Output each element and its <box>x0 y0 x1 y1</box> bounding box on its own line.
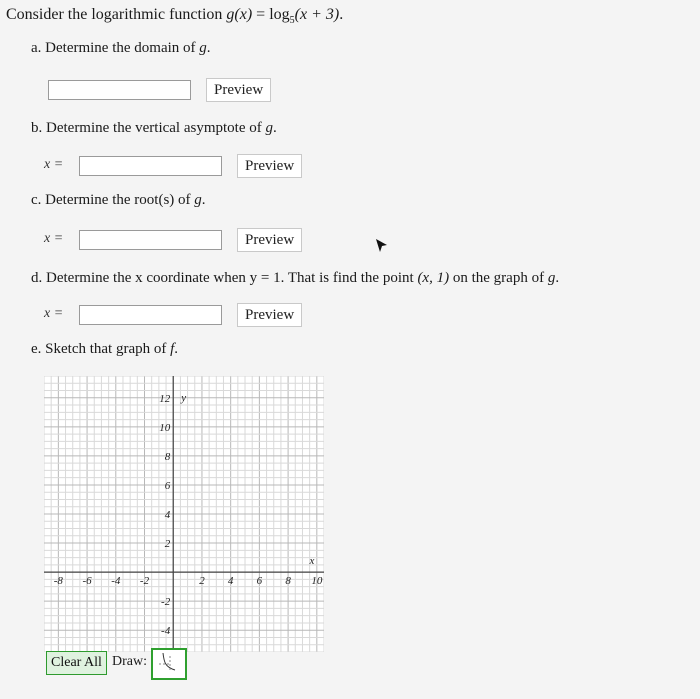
y-tick-label: 2 <box>164 538 171 551</box>
question-d: d. Determine the x coordinate when y = 1. That is find the point (x, 1) on the graph of g. <box>31 270 560 286</box>
x-coordinate-input[interactable] <box>79 305 222 325</box>
y-tick-label: 4 <box>164 509 171 521</box>
x-equals-label-d: x = <box>44 306 64 321</box>
draw-log-curve-tool[interactable] <box>151 648 187 680</box>
y-tick-label: 12 <box>159 392 171 405</box>
graph-area[interactable] <box>44 376 324 652</box>
x-tick-label: 4 <box>227 575 234 588</box>
clear-all-button[interactable]: Clear All <box>46 651 107 675</box>
x-axis-label: x <box>309 555 315 568</box>
y-tick-label: 10 <box>159 421 171 434</box>
x-equals-label-b: x = <box>44 157 64 172</box>
preview-button-a[interactable]: Preview <box>206 78 271 102</box>
y-tick-label: -4 <box>161 625 171 638</box>
question-b: b. Determine the vertical asymptote of g. <box>31 120 277 136</box>
x-tick-label: 8 <box>285 575 291 588</box>
y-tick-label: -2 <box>161 596 171 609</box>
mouse-cursor-icon <box>375 238 389 254</box>
coordinate-grid[interactable] <box>44 376 324 652</box>
x-tick-label: -2 <box>139 575 150 588</box>
x-equals-label-c: x = <box>44 231 64 246</box>
problem-statement: Consider the logarithmic function $g(x) = \log_5(x + 3)$. <box>6 6 344 27</box>
x-tick-label: -8 <box>53 575 63 588</box>
preview-button-b[interactable]: Preview <box>237 154 302 178</box>
root-input[interactable] <box>79 230 222 250</box>
x-tick-label: 6 <box>256 575 263 588</box>
question-c: c. Determine the root(s) of g. <box>31 192 206 208</box>
x-tick-label: -6 <box>82 575 92 588</box>
preview-button-d[interactable]: Preview <box>237 303 302 327</box>
question-e: e. Sketch that graph of f. <box>31 341 179 357</box>
draw-label: Draw: <box>112 654 147 669</box>
log-curve-icon <box>153 650 185 678</box>
domain-answer-input[interactable] <box>48 80 191 100</box>
x-tick-label: 2 <box>199 575 205 588</box>
y-tick-label: 8 <box>164 450 171 463</box>
x-tick-label: -4 <box>111 575 121 588</box>
y-tick-label: 6 <box>164 479 171 492</box>
y-axis-label: y <box>181 391 187 404</box>
vertical-asymptote-input[interactable] <box>79 156 222 176</box>
x-tick-label: 10 <box>311 575 323 588</box>
question-a: a. Determine the domain of g. <box>31 40 211 56</box>
preview-button-c[interactable]: Preview <box>237 228 302 252</box>
